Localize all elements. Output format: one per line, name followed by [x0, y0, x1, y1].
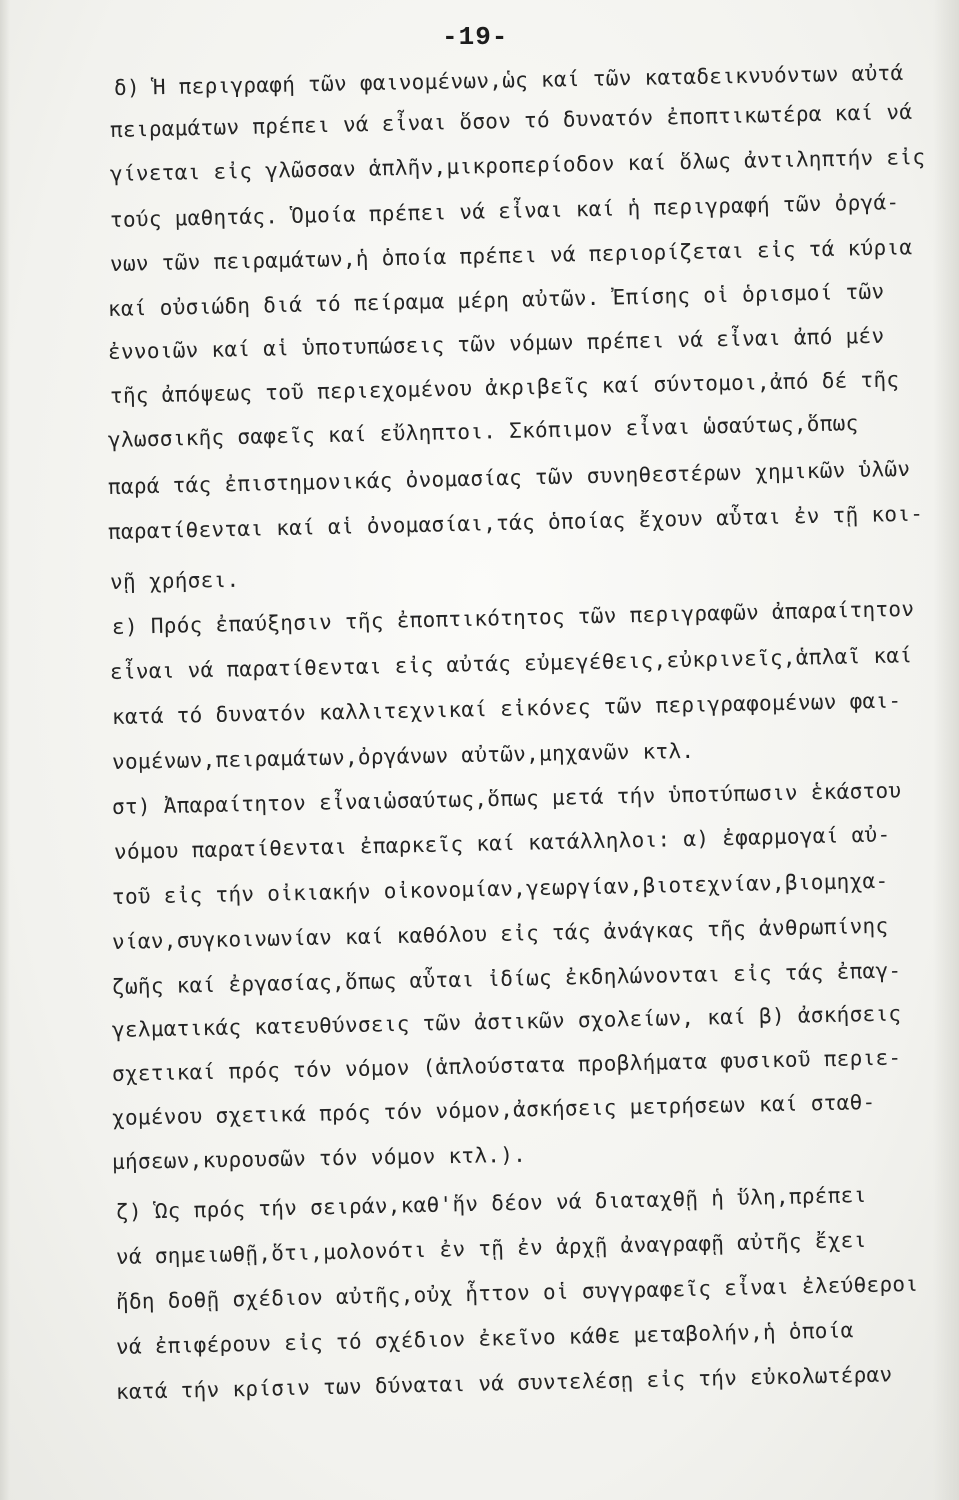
text-line: νά σημειωθῇ,ὅτι,μολονότι ἐν τῇ ἐν ἀρχῇ ἀναγραφῇ αὐτῆς ἔχει	[115, 1227, 867, 1269]
text-line: ἤδη δοθῇ σχέδιον αὐτῆς,οὐχ ἧττον οἱ συγγραφεῖς εἶναι ἐλεύθεροι	[115, 1271, 919, 1314]
page-number: -19-	[442, 22, 509, 52]
text-line: νίαν,συγκοινωνίαν καί καθόλου εἰς τάς ἀνάγκας τῆς ἀνθρωπίνης	[111, 913, 889, 954]
text-line: γίνεται εἰς γλῶσσαν ἁπλῆν,μικροπερίοδον καί ὅλως ἀντιληπτήν εἰς	[109, 144, 926, 186]
text-line: πειραμάτων πρέπει νά εἶναι ὅσον τό δυνατόν ἐποπτικωτέρα καί νά	[109, 99, 913, 142]
text-line: γλωσσικῆς σαφεῖς καί εὔληπτοι. Σκόπιμον εἶναι ὡσαύτως,ὅπως	[107, 410, 859, 452]
text-line: ζ) Ὡς πρός τήν σειράν,καθ'ἥν δέον νά διαταχθῇ ἡ ὕλη,πρέπει	[115, 1182, 867, 1224]
text-line: καί οὐσιώδη διά τό πείραμα μέρη αὐτῶν. Ἐπίσης οἱ ὁρισμοί τῶν	[107, 279, 885, 321]
text-line: ἐννοιῶν καί αἱ ὑποτυπώσεις τῶν νόμων πρέπει νά εἶναι ἀπό μέν	[107, 323, 885, 364]
text-line: μήσεων,κυρουσῶν τόν νόμον κτλ.).	[111, 1142, 527, 1174]
text-line: παρατίθενται καί αἱ ὀνομασίαι,τάς ὁποίας ἔχουν αὗται ἐν τῇ κοι-	[107, 501, 924, 544]
text-line: κατά τήν κρίσιν των δύναται νά συντελέσῃ εἰς τήν εὐκολωτέραν	[115, 1362, 893, 1404]
text-line: εἶναι νά παρατίθενται εἰς αὐτάς εὐμεγέθεις,εὐκρινεῖς,ἁπλαῖ καί	[109, 643, 913, 684]
text-line: ε) Πρός ἐπαύξησιν τῆς ἐποπτικότητος τῶν περιγραφῶν ἀπαραίτητον	[111, 596, 915, 639]
text-line: νόμου παρατίθενται ἐπαρκεῖς καί κατάλληλοι: α) ἐφαρμογαί αὐ-	[113, 822, 891, 864]
text-line: κατά τό δυνατόν καλλιτεχνικαί εἰκόνες τῶν περιγραφομένων φαι-	[111, 688, 902, 729]
scan-edge-left	[0, 0, 10, 1500]
text-line: νων τῶν πειραμάτων,ἡ ὁποία πρέπει νά περιορίζεται εἰς τά κύρια	[109, 235, 913, 276]
text-line: στ) Ἀπαραίτητον εἶναιὡσαύτως,ὅπως μετά τήν ὑποτύπωσιν ἑκάστου	[111, 778, 902, 819]
text-line: νομένων,πειραμάτων,ὀργάνων αὐτῶν,μηχανῶν κτλ.	[111, 738, 695, 774]
text-line: νά ἐπιφέρουν εἰς τό σχέδιον ἐκεῖνο κάθε μεταβολήν,ἡ ὁποία	[115, 1318, 854, 1359]
text-line: τῆς ἀπόψεως τοῦ περιεχομένου ἀκριβεῖς καί σύντομοι,ἀπό δέ τῆς	[109, 367, 900, 408]
text-line: τούς μαθητάς. Ὁμοία πρέπει νά εἶναι καί ἡ περιγραφή τῶν ὀργά-	[109, 190, 900, 232]
text-line: νῇ χρήσει.	[109, 567, 240, 594]
text-line: δ) Ἡ περιγραφή τῶν φαινομένων,ὡς καί τῶν καταδεικνυόντων αὐτά	[113, 60, 904, 100]
text-line: γελματικάς κατευθύνσεις τῶν ἀστικῶν σχολείων, καί β) ἀσκήσεις	[111, 1001, 902, 1042]
text-line: τοῦ εἰς τήν οἰκιακήν οἰκονομίαν,γεωργίαν,βιοτεχνίαν,βιομηχα-	[111, 868, 889, 909]
text-line: παρά τάς ἐπιστημονικάς ὀνομασίας τῶν συνηθεστέρων χημικῶν ὑλῶν	[107, 456, 911, 499]
text-line: ζωῆς καί ἐργασίας,ὅπως αὗται ἰδίως ἐκδηλώνονται εἰς τάς ἐπαγ-	[111, 958, 902, 999]
text-line: χομένου σχετικά πρός τόν νόμον,ἀσκήσεις μετρήσεων καί σταθ-	[111, 1090, 876, 1130]
text-line: σχετικαί πρός τόν νόμον (ἁπλούστατα προβλήματα φυσικοῦ περιε-	[111, 1045, 902, 1086]
scan-edge-right	[933, 0, 959, 1500]
